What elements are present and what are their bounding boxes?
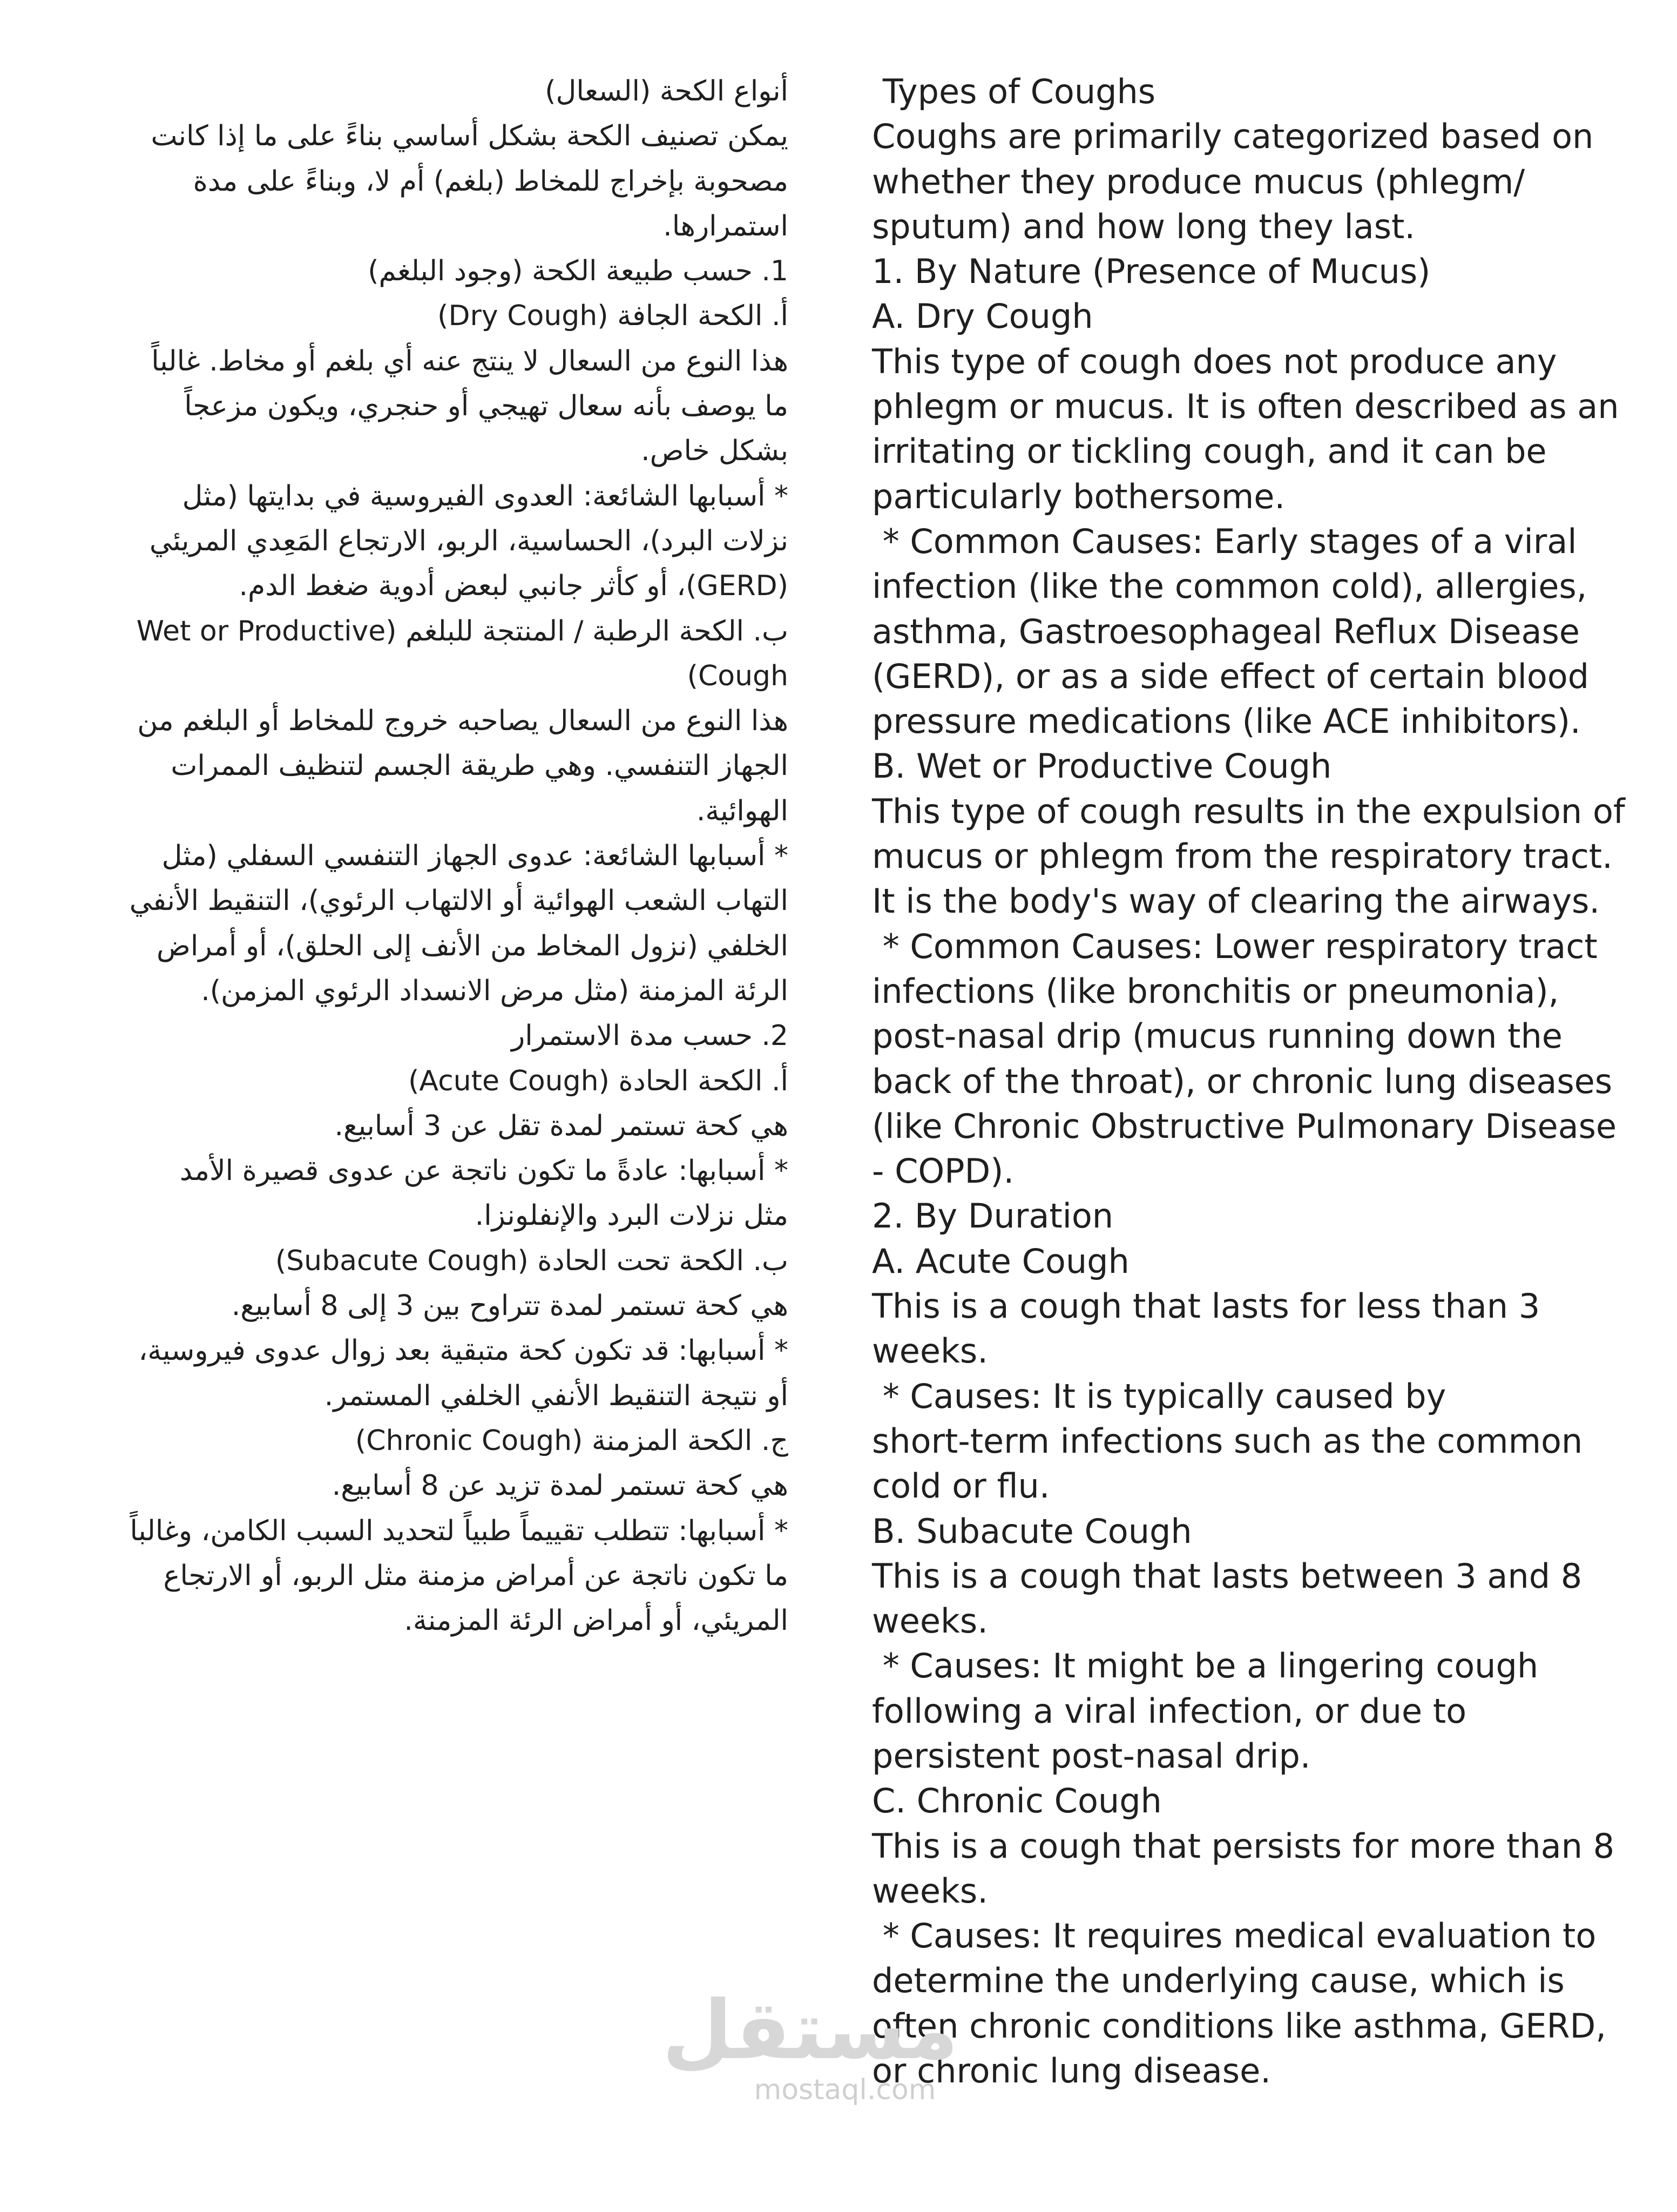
english-text-line: B. Subacute Cough <box>872 1511 1192 1551</box>
arabic-text-line: مصحوبة بإخراج للمخاط (بلغم) أم لا، وبناءً على مدة <box>193 165 788 198</box>
arabic-text-line: يمكن تصنيف الكحة بشكل أساسي بناءً على ما إذا كانت <box>151 120 788 153</box>
arabic-text-line: * أسبابها: تتطلب تقييماً طبياً لتحديد السبب الكامن، وغالباً <box>130 1514 788 1547</box>
english-text-line: Coughs are primarily categorized based on <box>872 117 1594 157</box>
arabic-text-line: الرئة المزمنة (مثل مرض الانسداد الرئوي المزمن). <box>201 974 788 1007</box>
english-text-line: This is a cough that persists for more than 8 <box>872 1826 1615 1866</box>
arabic-text-line: * أسبابها الشائعة: عدوى الجهاز التنفسي السفلي (مثل <box>161 840 788 873</box>
watermark-logo: مستقل <box>662 1984 958 2078</box>
english-text-line: phlegm or mucus. It is often described as an <box>872 387 1619 427</box>
arabic-text-line: هي كحة تستمر لمدة تزيد عن 8 أسابيع. <box>332 1469 788 1502</box>
english-text-line: * Causes: It might be a lingering cough <box>872 1646 1539 1686</box>
mostaql-watermark <box>662 1984 958 2106</box>
english-text-line: back of the throat), or chronic lung diseases <box>872 1061 1613 1101</box>
english-text-line: This type of cough results in the expulsion of <box>872 791 1625 831</box>
english-text-line: weeks. <box>872 1331 988 1371</box>
english-text-line: 2. By Duration <box>872 1196 1114 1236</box>
english-text-line: weeks. <box>872 1601 988 1641</box>
english-text-line: A. Acute Cough <box>872 1241 1130 1281</box>
arabic-text-line: هي كحة تستمر لمدة تقل عن 3 أسابيع. <box>334 1109 788 1142</box>
arabic-text-line: 2. حسب مدة الاستمرار <box>511 1020 788 1053</box>
arabic-text-line: المريئي، أو أمراض الرئة المزمنة. <box>404 1604 788 1637</box>
arabic-text-line: التهاب الشعب الهوائية أو الالتهاب الرئوي)، التنقيط الأنفي <box>129 885 788 918</box>
english-text-line: or chronic lung disease. <box>872 2051 1271 2091</box>
english-text-line: This is a cough that lasts for less than 3 <box>872 1286 1540 1326</box>
arabic-text-line: ب. الكحة تحت الحادة (Subacute Cough) <box>275 1244 788 1277</box>
arabic-text-line: نزلات البرد)، الحساسية، الربو، الارتجاع المَعِدي المريئي <box>149 524 788 557</box>
arabic-text-line: مثل نزلات البرد والإنفلونزا. <box>475 1199 788 1232</box>
english-text-line: This type of cough does not produce any <box>872 341 1557 381</box>
arabic-text-line: أ. الكحة الجافة (Dry Cough) <box>437 300 788 333</box>
arabic-text-line: أنواع الكحة (السعال) <box>545 75 788 107</box>
arabic-text-line: هذا النوع من السعال لا ينتج عنه أي بلغم أو مخاط. غالباً <box>151 345 788 377</box>
english-text-line: irritating or tickling cough, and it can be <box>872 431 1547 471</box>
arabic-text-line: الهوائية. <box>696 794 788 827</box>
english-text-line: (like Chronic Obstructive Pulmonary Disease <box>872 1106 1617 1146</box>
arabic-text-column <box>81 69 788 1643</box>
english-text-line: * Causes: It requires medical evaluation to <box>872 1916 1597 1956</box>
english-text-line: (GERD), or as a side effect of certain blood <box>872 656 1590 696</box>
english-text-line: following a viral infection, or due to <box>872 1691 1467 1731</box>
english-text-line: C. Chronic Cough <box>872 1781 1162 1821</box>
english-text-line: persistent post-nasal drip. <box>872 1736 1311 1776</box>
english-text-line: * Common Causes: Early stages of a viral <box>872 521 1577 561</box>
arabic-text-line: * أسبابها: قد تكون كحة متبقية بعد زوال عدوى فيروسية، <box>138 1334 788 1367</box>
english-text-line: infection (like the common cold), allergies, <box>872 567 1587 606</box>
english-text-line: B. Wet or Productive Cough <box>872 746 1332 786</box>
english-text-line: A. Dry Cough <box>872 296 1093 336</box>
english-text-line: sputum) and how long they last. <box>872 206 1416 246</box>
english-text-line: This is a cough that lasts between 3 and 8 <box>872 1556 1583 1596</box>
arabic-text-line: الخلفي (نزول المخاط من الأنف إلى الحلق)، أو أمراض <box>157 929 788 962</box>
english-text-line: * Causes: It is typically caused by <box>872 1376 1446 1416</box>
english-text-line: short-term infections such as the common <box>872 1421 1583 1461</box>
english-text-line: 1. By Nature (Presence of Mucus) <box>872 252 1431 292</box>
arabic-text-line: ب. الكحة الرطبة / المنتجة للبلغم (Wet or Productive <box>136 615 788 648</box>
english-text-line: Types of Coughs <box>872 72 1156 111</box>
arabic-text-line: بشكل خاص. <box>641 435 788 468</box>
english-text-line: * Common Causes: Lower respiratory tract <box>872 926 1598 966</box>
english-text-line: particularly bothersome. <box>872 476 1286 516</box>
arabic-text-line: 1. حسب طبيعة الكحة (وجود البلغم) <box>368 255 788 288</box>
arabic-text-line: * أسبابها الشائعة: العدوى الفيروسية في بدايتها (مثل <box>182 480 788 512</box>
arabic-text-line: * أسبابها: عادةً ما تكون ناتجة عن عدوى قصيرة الأمد <box>179 1155 788 1188</box>
arabic-text-line: هي كحة تستمر لمدة تتراوح بين 3 إلى 8 أسابيع. <box>231 1290 788 1323</box>
english-text-line: whether they produce mucus (phlegm/ <box>872 161 1525 201</box>
english-text-line: It is the body's way of clearing the airways. <box>872 881 1600 921</box>
english-text-line: mucus or phlegm from the respiratory tract. <box>872 837 1613 876</box>
english-text-line: asthma, Gastroesophageal Reflux Disease <box>872 611 1580 651</box>
english-text-line: infections (like bronchitis or pneumonia), <box>872 971 1559 1011</box>
arabic-text-line: أو نتيجة التنقيط الأنفي الخلفي المستمر. <box>324 1379 788 1412</box>
arabic-text-line: هذا النوع من السعال يصاحبه خروج للمخاط أو البلغم من <box>137 705 788 738</box>
english-text-line: determine the underlying cause, which is <box>872 1961 1565 2001</box>
english-text-line: post-nasal drip (mucus running down the <box>872 1016 1563 1056</box>
arabic-text-line: (GERD)، أو كأثر جانبي لبعض أدوية ضغط الدم. <box>239 570 788 603</box>
arabic-text-line: أ. الكحة الحادة (Acute Cough) <box>408 1064 788 1097</box>
english-text-line: weeks. <box>872 1871 988 1911</box>
arabic-text-line: الجهاز التنفسي. وهي طريقة الجسم لتنظيف الممرات <box>171 750 788 783</box>
arabic-text-line: استمرارها. <box>663 210 788 242</box>
english-text-column <box>872 69 1644 2093</box>
arabic-text-line: ما تكون ناتجة عن أمراض مزمنة مثل الربو، أو الارتجاع <box>163 1559 788 1592</box>
arabic-text-line: ما يوصف بأنه سعال تهيجي أو حنجري، ويكون مزعجاً <box>184 390 788 423</box>
english-text-line: - COPD). <box>872 1151 1015 1191</box>
english-text-line: pressure medications (like ACE inhibitors). <box>872 702 1581 741</box>
watermark-url: mostaql.com <box>754 2074 936 2106</box>
arabic-text-line: Cough) <box>687 659 788 692</box>
english-text-line: cold or flu. <box>872 1466 1050 1506</box>
arabic-text-line: ج. الكحة المزمنة (Chronic Cough) <box>355 1424 788 1457</box>
english-text-line: often chronic conditions like asthma, GERD, <box>872 2006 1607 2046</box>
